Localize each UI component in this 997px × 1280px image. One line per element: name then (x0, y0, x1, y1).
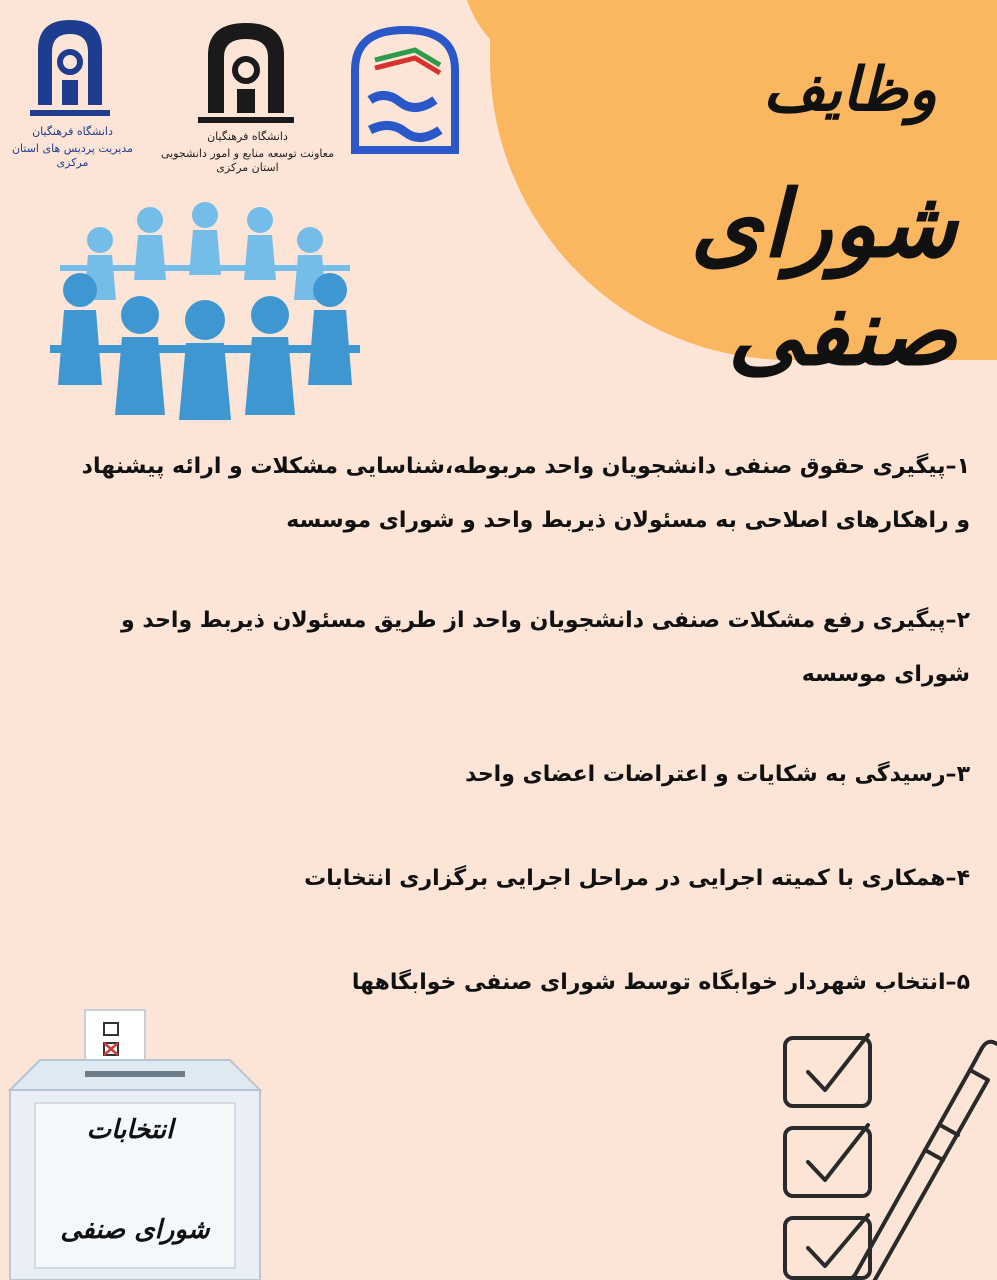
duty-item: ۳–رسیدگی به شکایات و اعتراضات اعضای واحد (465, 762, 970, 787)
people-ring-icon (40, 195, 370, 425)
title-line-2: شورای صنفی (690, 170, 957, 386)
logo-2-caption-2: معاونت توسعه منابع و امور دانشجویی استان مرکزی (161, 147, 334, 174)
logo-1-caption-2: مدیریت پردیس های استان مرکزی (11, 142, 134, 169)
university-logo-blue (0, 10, 145, 170)
university-logo-black (150, 15, 345, 175)
title-line-1: وظایف (763, 55, 937, 125)
senfi-council-logo-icon (345, 20, 465, 160)
checklist-pen-icon (770, 1030, 997, 1280)
duties-list (70, 440, 970, 1040)
duty-item: ۱–پیگیری حقوق صنفی دانشجویان واحد مربوطه،شناسایی مشکلات و ارائه پیشنهاد و راهکارهای اصلاحی به مسئولان ذیربط واحد و شورای موسسه (81, 454, 970, 533)
checklist-illustration (770, 1030, 997, 1280)
farhangian-logo-black-icon (150, 15, 345, 130)
logo-1-caption-1: دانشگاه فرهنگیان (32, 125, 113, 138)
ballot-label-elections: انتخابات (86, 1115, 174, 1145)
farhangian-logo-icon (0, 10, 145, 125)
duty-item: ۲–پیگیری رفع مشکلات صنفی دانشجویان واحد از طریق مسئولان ذیربط واحد و شورای موسسه (121, 608, 970, 687)
duty-item: ۴–همکاری با کمیته اجرایی در مراحل اجرایی برگزاری انتخابات (304, 866, 970, 891)
senfi-council-logo (345, 20, 465, 160)
people-circle-illustration (40, 195, 370, 425)
duty-item: ۵–انتخاب شهردار خوابگاه توسط شورای صنفی خوابگاهها (351, 970, 970, 995)
logo-2-caption-1: دانشگاه فرهنگیان (207, 130, 288, 143)
ballot-label-council: شورای صنفی (60, 1215, 210, 1245)
